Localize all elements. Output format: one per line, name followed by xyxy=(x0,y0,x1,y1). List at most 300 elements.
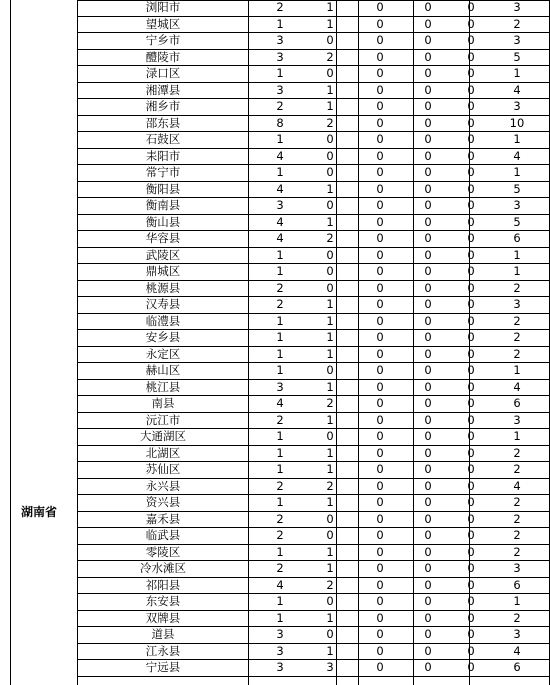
value-cell-e: 0 xyxy=(467,643,475,658)
table-row xyxy=(78,396,550,413)
value-cell-a: 2 xyxy=(276,528,284,542)
district-name-cell: 嘉禾县 xyxy=(145,511,181,526)
value-cell-d: 0 xyxy=(424,528,432,542)
value-cell-e: 0 xyxy=(467,379,475,394)
table-row xyxy=(78,99,550,116)
table-row xyxy=(78,413,550,430)
value-cell-f: 1 xyxy=(513,66,521,80)
value-cell-e: 0 xyxy=(467,231,475,245)
value-cell-c: 0 xyxy=(376,214,384,229)
value-cell-e: 0 xyxy=(467,610,475,625)
value-cell-e: 0 xyxy=(467,181,475,196)
value-cell-f: 3 xyxy=(513,198,521,212)
value-cell-f: 6 xyxy=(513,396,521,410)
value-cell-a: 2 xyxy=(276,511,284,526)
value-cell-c: 0 xyxy=(376,198,384,212)
table-row xyxy=(78,429,550,446)
value-cell-f: 3 xyxy=(513,627,521,641)
value-cell-b: 1 xyxy=(326,313,334,328)
value-cell-f: 4 xyxy=(513,379,521,394)
province-cell xyxy=(10,0,78,685)
value-cell-e: 0 xyxy=(467,627,475,641)
value-cell-b: 1 xyxy=(326,495,334,509)
value-cell-a: 2 xyxy=(276,412,284,427)
table-row xyxy=(78,446,550,463)
table-row xyxy=(78,0,550,17)
district-name-cell: 渌口区 xyxy=(145,66,181,80)
value-cell-a: 3 xyxy=(276,198,284,212)
value-cell-b: 1 xyxy=(326,82,334,97)
value-cell-f: 1 xyxy=(513,363,521,377)
table-row xyxy=(78,561,550,578)
value-cell-c: 0 xyxy=(376,544,384,559)
value-cell-d: 0 xyxy=(424,660,432,674)
value-cell-e: 0 xyxy=(467,297,475,311)
value-cell-c: 0 xyxy=(376,346,384,361)
table-row xyxy=(78,462,550,479)
district-name-cell: 安乡县 xyxy=(145,330,181,344)
value-cell-e: 0 xyxy=(467,214,475,229)
district-name-cell: 武陵区 xyxy=(145,247,181,262)
value-cell-f: 1 xyxy=(513,132,521,146)
value-cell-e: 0 xyxy=(467,478,475,493)
value-cell-a: 1 xyxy=(276,16,284,31)
value-cell-f: 2 xyxy=(513,495,521,509)
value-cell-b: 1 xyxy=(326,610,334,625)
value-cell-e: 0 xyxy=(467,363,475,377)
table-row xyxy=(78,380,550,397)
value-cell-a: 3 xyxy=(276,379,284,394)
value-cell-a: 1 xyxy=(276,330,284,344)
value-cell-a: 1 xyxy=(276,495,284,509)
district-name-cell: 北湖区 xyxy=(145,445,181,460)
value-cell-f: 4 xyxy=(513,478,521,493)
value-cell-b: 1 xyxy=(326,412,334,427)
value-cell-c: 0 xyxy=(376,660,384,674)
value-cell-d: 0 xyxy=(424,396,432,410)
value-cell-f: 2 xyxy=(513,280,521,295)
district-name-cell: 道县 xyxy=(151,627,175,641)
value-cell-b: 0 xyxy=(326,627,334,641)
value-cell-c: 0 xyxy=(376,82,384,97)
table-row xyxy=(78,594,550,611)
value-cell-b: 2 xyxy=(326,231,334,245)
value-cell-f: 2 xyxy=(513,330,521,344)
value-cell-c: 0 xyxy=(376,643,384,658)
table-row xyxy=(78,66,550,83)
value-cell-c: 0 xyxy=(376,247,384,262)
value-cell-c: 0 xyxy=(376,115,384,130)
value-cell-f: 3 xyxy=(513,412,521,427)
value-cell-b: 1 xyxy=(326,214,334,229)
value-cell-b: 0 xyxy=(326,363,334,377)
value-cell-b: 1 xyxy=(326,16,334,31)
value-cell-d: 0 xyxy=(424,478,432,493)
district-name-cell: 桃源县 xyxy=(145,280,181,295)
value-cell-d: 0 xyxy=(424,544,432,559)
value-cell-a: 1 xyxy=(276,544,284,559)
value-cell-d: 0 xyxy=(424,429,432,443)
value-cell-e: 0 xyxy=(467,396,475,410)
province-label: 湖南省 xyxy=(21,505,58,519)
value-cell-b: 1 xyxy=(326,462,334,476)
value-cell-d: 0 xyxy=(424,280,432,295)
value-cell-e: 0 xyxy=(467,49,475,64)
value-cell-e: 0 xyxy=(467,511,475,526)
value-cell-c: 0 xyxy=(376,16,384,31)
value-cell-e: 0 xyxy=(467,412,475,427)
value-cell-b: 2 xyxy=(326,49,334,64)
value-cell-d: 0 xyxy=(424,214,432,229)
value-cell-c: 0 xyxy=(376,330,384,344)
value-cell-d: 0 xyxy=(424,165,432,179)
value-cell-f: 2 xyxy=(513,16,521,31)
value-cell-f: 5 xyxy=(513,49,521,64)
value-cell-a: 1 xyxy=(276,429,284,443)
district-name-cell: 衡山县 xyxy=(145,214,181,229)
value-cell-f: 3 xyxy=(513,99,521,113)
value-cell-e: 0 xyxy=(467,16,475,31)
table-row xyxy=(78,116,550,133)
value-cell-a: 1 xyxy=(276,66,284,80)
value-cell-b: 1 xyxy=(326,561,334,575)
value-cell-d: 0 xyxy=(424,82,432,97)
value-cell-d: 0 xyxy=(424,148,432,163)
value-cell-d: 0 xyxy=(424,264,432,278)
value-cell-d: 0 xyxy=(424,363,432,377)
value-cell-b: 0 xyxy=(326,511,334,526)
value-cell-c: 0 xyxy=(376,297,384,311)
value-cell-b: 0 xyxy=(326,148,334,163)
value-cell-a: 4 xyxy=(276,231,284,245)
value-cell-e: 0 xyxy=(467,247,475,262)
district-name-cell: 湘潭县 xyxy=(145,82,181,97)
district-name-cell: 资兴县 xyxy=(145,495,181,509)
value-cell-b: 0 xyxy=(326,280,334,295)
table-row xyxy=(78,512,550,529)
value-cell-d: 0 xyxy=(424,231,432,245)
table-row xyxy=(78,611,550,628)
value-cell-c: 0 xyxy=(376,264,384,278)
table-row xyxy=(78,347,550,364)
district-name-cell: 临澧县 xyxy=(145,313,181,328)
value-cell-b: 0 xyxy=(326,165,334,179)
value-cell-d: 0 xyxy=(424,462,432,476)
value-cell-d: 0 xyxy=(424,297,432,311)
value-cell-c: 0 xyxy=(376,0,384,14)
district-name-cell: 东安县 xyxy=(145,594,181,608)
table-row xyxy=(78,660,550,677)
value-cell-c: 0 xyxy=(376,594,384,608)
value-cell-f: 2 xyxy=(513,511,521,526)
value-cell-b: 0 xyxy=(326,247,334,262)
value-cell-c: 0 xyxy=(376,181,384,196)
value-cell-a: 3 xyxy=(276,660,284,674)
district-name-cell: 衡南县 xyxy=(145,198,181,212)
value-cell-a: 2 xyxy=(276,99,284,113)
value-cell-a: 1 xyxy=(276,313,284,328)
district-name-cell: 邵东县 xyxy=(145,115,181,130)
value-cell-d: 0 xyxy=(424,0,432,14)
value-cell-d: 0 xyxy=(424,346,432,361)
value-cell-b: 0 xyxy=(326,594,334,608)
district-name-cell: 赫山区 xyxy=(145,363,181,377)
value-cell-d: 0 xyxy=(424,610,432,625)
district-name-cell: 鼎城区 xyxy=(145,264,181,278)
value-cell-d: 0 xyxy=(424,412,432,427)
district-name-cell: 汉寿县 xyxy=(145,297,181,311)
value-cell-c: 0 xyxy=(376,462,384,476)
value-cell-e: 0 xyxy=(467,165,475,179)
table-row xyxy=(78,545,550,562)
value-cell-a: 1 xyxy=(276,610,284,625)
district-name-cell: 华容县 xyxy=(145,231,181,245)
district-name-cell: 宁远县 xyxy=(145,660,181,674)
value-cell-b: 0 xyxy=(326,429,334,443)
value-cell-c: 0 xyxy=(376,379,384,394)
value-cell-e: 0 xyxy=(467,99,475,113)
value-cell-d: 0 xyxy=(424,132,432,146)
value-cell-c: 0 xyxy=(376,412,384,427)
value-cell-f: 4 xyxy=(513,82,521,97)
value-cell-d: 0 xyxy=(424,16,432,31)
value-cell-f: 3 xyxy=(513,561,521,575)
district-name-cell: 望城区 xyxy=(145,16,181,31)
value-cell-c: 0 xyxy=(376,49,384,64)
table-row xyxy=(78,578,550,595)
value-cell-d: 0 xyxy=(424,594,432,608)
value-cell-a: 1 xyxy=(276,247,284,262)
district-name-cell: 大通湖区 xyxy=(140,429,186,443)
value-cell-f: 6 xyxy=(513,660,521,674)
value-cell-a: 4 xyxy=(276,214,284,229)
value-cell-b: 2 xyxy=(326,478,334,493)
value-cell-a: 1 xyxy=(276,462,284,476)
table-row xyxy=(78,132,550,149)
table-row xyxy=(78,231,550,248)
value-cell-c: 0 xyxy=(376,33,384,47)
value-cell-a: 4 xyxy=(276,577,284,592)
value-cell-c: 0 xyxy=(376,528,384,542)
value-cell-d: 0 xyxy=(424,627,432,641)
value-cell-e: 0 xyxy=(467,148,475,163)
district-name-cell: 苏仙区 xyxy=(145,462,181,476)
value-cell-d: 0 xyxy=(424,511,432,526)
value-cell-a: 2 xyxy=(276,280,284,295)
value-cell-a: 3 xyxy=(276,82,284,97)
table-row xyxy=(78,627,550,644)
value-cell-b: 1 xyxy=(326,379,334,394)
value-cell-f: 2 xyxy=(513,462,521,476)
district-name-cell: 零陵区 xyxy=(145,544,181,559)
value-cell-f: 2 xyxy=(513,610,521,625)
district-name-cell: 桃江县 xyxy=(145,379,181,394)
value-cell-e: 0 xyxy=(467,445,475,460)
value-cell-f: 10 xyxy=(509,115,525,130)
value-cell-a: 1 xyxy=(276,363,284,377)
district-name-cell: 临武县 xyxy=(145,528,181,542)
value-cell-d: 0 xyxy=(424,49,432,64)
value-cell-f: 2 xyxy=(513,528,521,542)
value-cell-e: 0 xyxy=(467,495,475,509)
value-cell-e: 0 xyxy=(467,33,475,47)
value-cell-a: 1 xyxy=(276,264,284,278)
value-cell-d: 0 xyxy=(424,115,432,130)
value-cell-c: 0 xyxy=(376,363,384,377)
value-cell-c: 0 xyxy=(376,280,384,295)
table-row xyxy=(78,495,550,512)
value-cell-e: 0 xyxy=(467,82,475,97)
table-row xyxy=(78,281,550,298)
value-cell-d: 0 xyxy=(424,181,432,196)
value-cell-b: 0 xyxy=(326,198,334,212)
table-row xyxy=(78,363,550,380)
value-cell-b: 3 xyxy=(326,660,334,674)
value-cell-d: 0 xyxy=(424,330,432,344)
district-name-cell: 衡阳县 xyxy=(145,181,181,196)
value-cell-e: 0 xyxy=(467,132,475,146)
value-cell-b: 1 xyxy=(326,330,334,344)
table-row xyxy=(78,330,550,347)
value-cell-d: 0 xyxy=(424,643,432,658)
value-cell-d: 0 xyxy=(424,379,432,394)
value-cell-e: 0 xyxy=(467,66,475,80)
value-cell-b: 1 xyxy=(326,99,334,113)
district-name-cell: 沅江市 xyxy=(145,412,181,427)
district-name-cell: 石鼓区 xyxy=(145,132,181,146)
value-cell-d: 0 xyxy=(424,495,432,509)
value-cell-b: 1 xyxy=(326,643,334,658)
table-row xyxy=(78,479,550,496)
value-cell-b: 2 xyxy=(326,577,334,592)
value-cell-f: 4 xyxy=(513,643,521,658)
value-cell-a: 2 xyxy=(276,297,284,311)
value-cell-f: 1 xyxy=(513,264,521,278)
value-cell-c: 0 xyxy=(376,396,384,410)
value-cell-e: 0 xyxy=(467,264,475,278)
value-cell-c: 0 xyxy=(376,495,384,509)
value-cell-f: 4 xyxy=(513,148,521,163)
district-name-cell: 宁乡市 xyxy=(145,33,181,47)
value-cell-d: 0 xyxy=(424,33,432,47)
value-cell-b: 2 xyxy=(326,115,334,130)
value-cell-e: 0 xyxy=(467,313,475,328)
value-cell-e: 0 xyxy=(467,280,475,295)
value-cell-a: 2 xyxy=(276,561,284,575)
value-cell-a: 1 xyxy=(276,445,284,460)
value-cell-e: 0 xyxy=(467,544,475,559)
table-row xyxy=(78,149,550,166)
value-cell-e: 0 xyxy=(467,115,475,130)
value-cell-c: 0 xyxy=(376,66,384,80)
value-cell-d: 0 xyxy=(424,99,432,113)
value-cell-c: 0 xyxy=(376,445,384,460)
table-row xyxy=(78,297,550,314)
value-cell-c: 0 xyxy=(376,478,384,493)
value-cell-a: 3 xyxy=(276,49,284,64)
value-cell-e: 0 xyxy=(467,198,475,212)
value-cell-f: 2 xyxy=(513,313,521,328)
value-cell-f: 2 xyxy=(513,445,521,460)
value-cell-a: 3 xyxy=(276,627,284,641)
value-cell-e: 0 xyxy=(467,561,475,575)
value-cell-d: 0 xyxy=(424,445,432,460)
value-cell-a: 8 xyxy=(276,115,284,130)
value-cell-c: 0 xyxy=(376,511,384,526)
value-cell-d: 0 xyxy=(424,247,432,262)
value-cell-f: 3 xyxy=(513,33,521,47)
table-row xyxy=(78,83,550,100)
table-row xyxy=(78,33,550,50)
value-cell-e: 0 xyxy=(467,462,475,476)
value-cell-b: 1 xyxy=(326,445,334,460)
value-cell-c: 0 xyxy=(376,231,384,245)
value-cell-a: 1 xyxy=(276,594,284,608)
value-cell-f: 2 xyxy=(513,346,521,361)
value-cell-c: 0 xyxy=(376,610,384,625)
value-cell-b: 0 xyxy=(326,264,334,278)
district-name-cell: 双牌县 xyxy=(145,610,181,625)
value-cell-b: 1 xyxy=(326,346,334,361)
value-cell-b: 1 xyxy=(326,0,334,14)
value-cell-a: 3 xyxy=(276,643,284,658)
value-cell-e: 0 xyxy=(467,660,475,674)
value-cell-c: 0 xyxy=(376,561,384,575)
district-name-cell: 常宁市 xyxy=(145,165,181,179)
value-cell-e: 0 xyxy=(467,429,475,443)
value-cell-b: 1 xyxy=(326,181,334,196)
value-cell-c: 0 xyxy=(376,627,384,641)
value-cell-a: 1 xyxy=(276,346,284,361)
value-cell-f: 1 xyxy=(513,594,521,608)
district-name-cell: 耒阳市 xyxy=(145,148,181,163)
value-cell-c: 0 xyxy=(376,577,384,592)
value-cell-a: 1 xyxy=(276,132,284,146)
value-cell-c: 0 xyxy=(376,132,384,146)
value-cell-d: 0 xyxy=(424,313,432,328)
district-name-cell: 醴陵市 xyxy=(145,49,181,64)
value-cell-a: 2 xyxy=(276,478,284,493)
table-row xyxy=(78,314,550,331)
district-name-cell: 浏阳市 xyxy=(145,0,181,14)
district-name-cell: 冷水滩区 xyxy=(140,561,186,575)
value-cell-c: 0 xyxy=(376,429,384,443)
value-cell-b: 0 xyxy=(326,66,334,80)
value-cell-f: 5 xyxy=(513,214,521,229)
district-name-cell: 南县 xyxy=(151,396,175,410)
value-cell-f: 1 xyxy=(513,165,521,179)
table-row xyxy=(78,17,550,34)
table-row xyxy=(78,50,550,67)
table-row xyxy=(78,198,550,215)
value-cell-f: 3 xyxy=(513,0,521,14)
value-cell-d: 0 xyxy=(424,66,432,80)
district-name-cell: 湘乡市 xyxy=(145,99,181,113)
value-cell-f: 2 xyxy=(513,544,521,559)
value-cell-e: 0 xyxy=(467,346,475,361)
value-cell-a: 3 xyxy=(276,33,284,47)
value-cell-b: 0 xyxy=(326,33,334,47)
value-cell-d: 0 xyxy=(424,561,432,575)
value-cell-a: 4 xyxy=(276,396,284,410)
value-cell-c: 0 xyxy=(376,165,384,179)
value-cell-f: 3 xyxy=(513,297,521,311)
value-cell-a: 1 xyxy=(276,165,284,179)
table-row xyxy=(78,264,550,281)
district-name-cell: 祁阳县 xyxy=(145,577,181,592)
value-cell-e: 0 xyxy=(467,528,475,542)
table-row xyxy=(78,182,550,199)
